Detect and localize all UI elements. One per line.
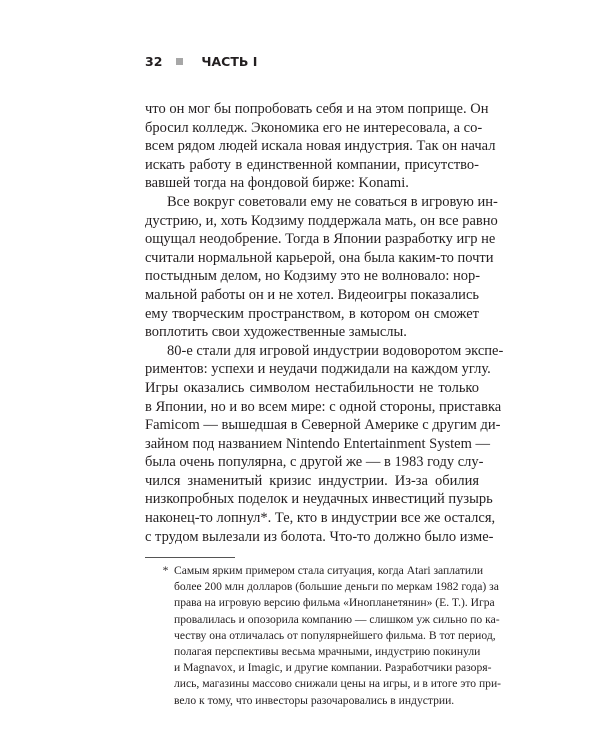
- text-line: с трудом вылезали из болота. Что-то должно было изме-: [145, 528, 494, 545]
- footnote-line: права на игровую версию фильма «Инопланетянин» (E. T.). Игра: [174, 596, 495, 610]
- running-header: [145, 54, 257, 69]
- paragraph: [145, 342, 504, 547]
- text-line: ощущал неодобрение. Тогда в Японии разработку игр не: [145, 231, 496, 248]
- paragraph: [145, 193, 498, 342]
- footnote-line: вело к тому, что инвесторы разочаровались в индустрии.: [174, 693, 455, 707]
- text-line: Famicom — вышедшая в Северной Америке с другим ди-: [145, 417, 501, 434]
- text-line: мальной работы он и не хотел. Видеоигры показались: [145, 286, 479, 303]
- text-line: 80-е стали для игровой индустрии водоворотом экспе-: [167, 342, 504, 359]
- footnote: [162, 563, 502, 709]
- text-line: ему творческим пространством, в котором он сможет: [145, 305, 479, 322]
- footnote-line: Самым ярким примером стала ситуация, когда Atari заплатили: [174, 564, 484, 577]
- page-number: 32: [145, 54, 163, 69]
- body-text: [145, 100, 504, 546]
- text-line: вавшей тогда на фондовой бирже: Konami.: [145, 175, 409, 192]
- text-line: зайном под названием Nintendo Entertainment System —: [145, 435, 490, 452]
- text-line: воплотить свои художественные замыслы.: [145, 324, 407, 341]
- text-line: что он мог бы попробовать себя и на этом поприще. Он: [145, 101, 489, 117]
- text-line: Игры оказались символом нестабильности не только: [145, 379, 479, 396]
- text-line: Все вокруг советовали ему не соваться в игровую ин-: [167, 193, 498, 210]
- footnote-line: полагая перспективы весьма мрачными, индустрию покинули: [174, 644, 481, 658]
- text-line: дустрию, и, хоть Кодзиму поддержала мать, он все равно: [145, 212, 498, 229]
- square-bullet-icon: [176, 58, 183, 65]
- text-line: риментов: успехи и неудачи поджидали на каждом углу.: [145, 361, 491, 378]
- footnote-divider: [145, 557, 235, 558]
- text-line: бросил колледж. Экономика его не интересовала, а со-: [145, 119, 483, 136]
- text-line: искать работу в единственной компании, присутство-: [145, 156, 479, 173]
- text-line: наконец-то лопнул*. Те, кто в индустрии все же остался,: [145, 510, 496, 527]
- footnote-line: лись, магазины массово снижали цены на игры, и в итоге это при-: [174, 677, 502, 691]
- text-line: всем рядом людей искала новая индустрия. Так он начал: [145, 138, 496, 155]
- footnote-line: честву она отличалась от популярнейшего фильма. В тот период,: [174, 628, 496, 642]
- paragraph: [145, 100, 496, 193]
- text-line: в Японии, но и во всем мире: с одной стороны, приставка: [145, 398, 502, 415]
- text-line: считали нормальной карьерой, она была каким-то почти: [145, 249, 494, 266]
- footnote-line: провалилась и опозорила компанию — слишком уж сильно по ка-: [174, 612, 500, 626]
- section-title: ЧАСТЬ I: [201, 54, 258, 69]
- text-line: чился знаменитый кризис индустрии. Из-за обилия: [145, 472, 479, 489]
- footnote-line: более 200 млн долларов (большие деньги по меркам 1982 года) за: [174, 580, 499, 594]
- text-line: была очень популярна, с другой же — в 1983 году слу-: [145, 454, 484, 471]
- footnote-line: и Magnavox, и Imagic, и другие компании. Разработчики разоря-: [174, 661, 492, 675]
- text-line: низкопробных поделок и неудачных инвестиций пузырь: [145, 491, 493, 508]
- footnote-marker: *: [162, 564, 169, 577]
- text-line: постыдным делом, но Кодзиму это не волновало: нор-: [145, 268, 481, 285]
